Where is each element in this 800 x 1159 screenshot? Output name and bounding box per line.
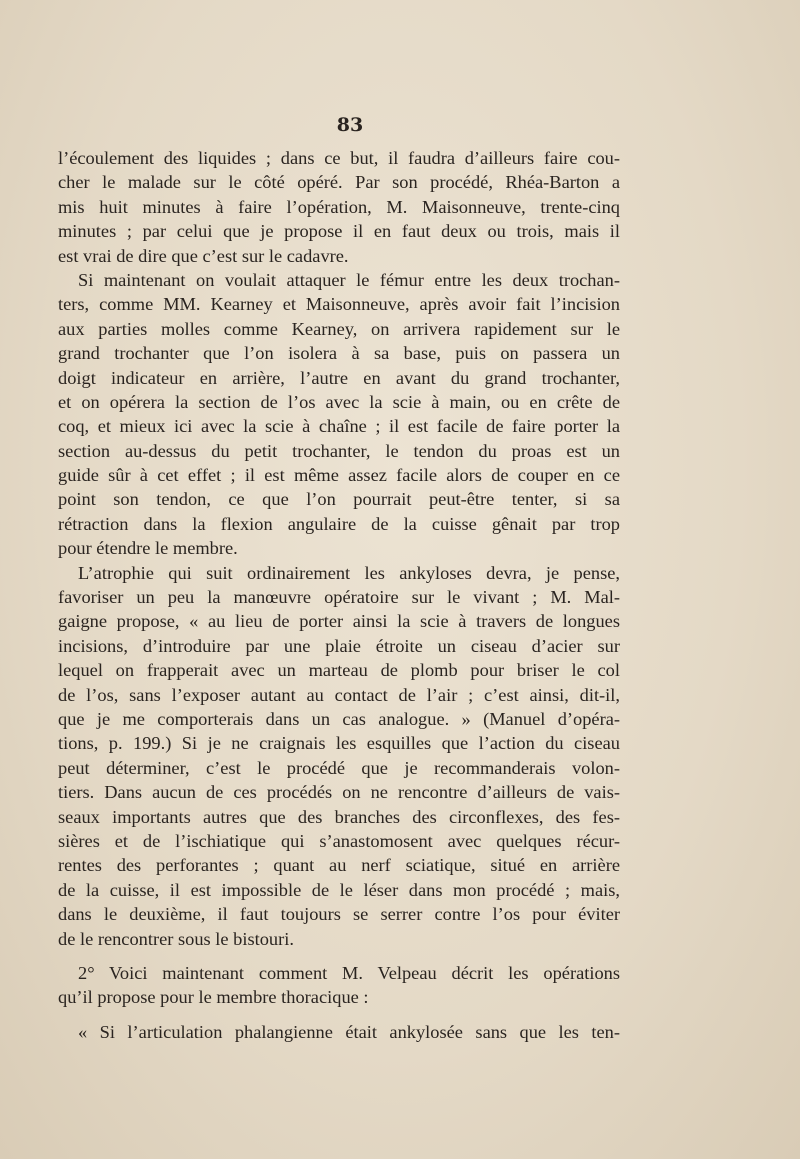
body-text [58,146,620,1044]
text-line: que je me comporterais dans un cas analogue. » (Manuel d’opéra- [58,708,620,729]
text-line: coq, et mieux ici avec la scie à chaîne ; il est facile de faire porter la [58,416,620,437]
text-line: qu’il propose pour le membre thoracique : [58,987,369,1008]
text-line: seaux importants autres que des branches des circonflexes, des fes- [58,806,620,827]
text-line: « Si l’articulation phalangienne était ankylosée sans que les ten- [78,1021,620,1042]
text-line: point son tendon, ce que l’on pourrait peut-être tenter, si sa [58,489,620,510]
text-line: et on opérera la section de l’os avec la scie à main, ou en crête de [58,391,620,412]
text-line: rétraction dans la flexion angulaire de la cuisse gênait par trop [58,513,620,534]
text-line: rentes des perforantes ; quant au nerf sciatique, situé en arrière [58,855,620,876]
text-line: L’atrophie qui suit ordinairement les ankyloses devra, je pense, [78,562,620,583]
text-line: lequel on frapperait avec un marteau de plomb pour briser le col [58,660,620,681]
text-line: favoriser un peu la manœuvre opératoire sur le vivant ; M. Mal- [58,587,620,608]
text-line: minutes ; par celui que je propose il en faut deux ou trois, mais il [58,221,620,242]
text-line: peut déterminer, c’est le procédé que je recommanderais volon- [58,757,620,778]
text-line: section au-dessus du petit trochanter, le tendon du proas est un [58,440,620,461]
text-line: Si maintenant on voulait attaquer le fémur entre les deux trochan- [78,269,620,290]
text-line: ters, comme MM. Kearney et Maisonneuve, après avoir fait l’incision [58,294,620,315]
paragraph-gap [58,1010,620,1020]
text-line: dans le deuxième, il faut toujours se serrer contre l’os pour éviter [58,904,620,925]
text-line: sières et de l’ischiatique qui s’anastomosent avec quelques récur- [58,830,620,851]
paragraph-gap [58,951,620,961]
text-line: incisions, d’introduire par une plaie étroite un ciseau d’acier sur [58,635,620,656]
text-line: de l’os, sans l’exposer autant au contact de l’air ; c’est ainsi, dit-il, [58,684,620,705]
text-line: de le rencontrer sous le bistouri. [58,928,294,949]
text-line: gaigne propose, « au lieu de porter ainsi la scie à travers de longues [58,611,620,632]
text-line: tiers. Dans aucun de ces procédés on ne rencontre d’ailleurs de vais- [58,782,620,803]
page-number: 83 [336,114,364,136]
text-line: pour étendre le membre. [58,538,238,559]
text-line: de la cuisse, il est impossible de le léser dans mon procédé ; mais, [58,879,620,900]
text-line: grand trochanter que l’on isolera à sa base, puis on passera un [58,343,620,364]
text-line: doigt indicateur en arrière, l’autre en avant du grand trochanter, [58,367,620,388]
text-line: est vrai de dire que c’est sur le cadavre. [58,245,349,266]
text-line: tions, p. 199.) Si je ne craignais les esquilles que l’action du ciseau [58,733,620,754]
text-line: l’écoulement des liquides ; dans ce but, il faudra d’ailleurs faire cou- [58,148,620,168]
text-line: 2° Voici maintenant comment M. Velpeau décrit les opérations [78,962,620,983]
text-line: aux parties molles comme Kearney, on arrivera rapidement sur le [58,318,620,339]
text-line: cher le malade sur le côté opéré. Par son procédé, Rhéa-Barton a [58,172,620,193]
text-line: mis huit minutes à faire l’opération, M. Maisonneuve, trente-cinq [58,196,620,217]
text-line: guide sûr à cet effet ; il est même assez facile alors de couper en ce [58,465,620,486]
